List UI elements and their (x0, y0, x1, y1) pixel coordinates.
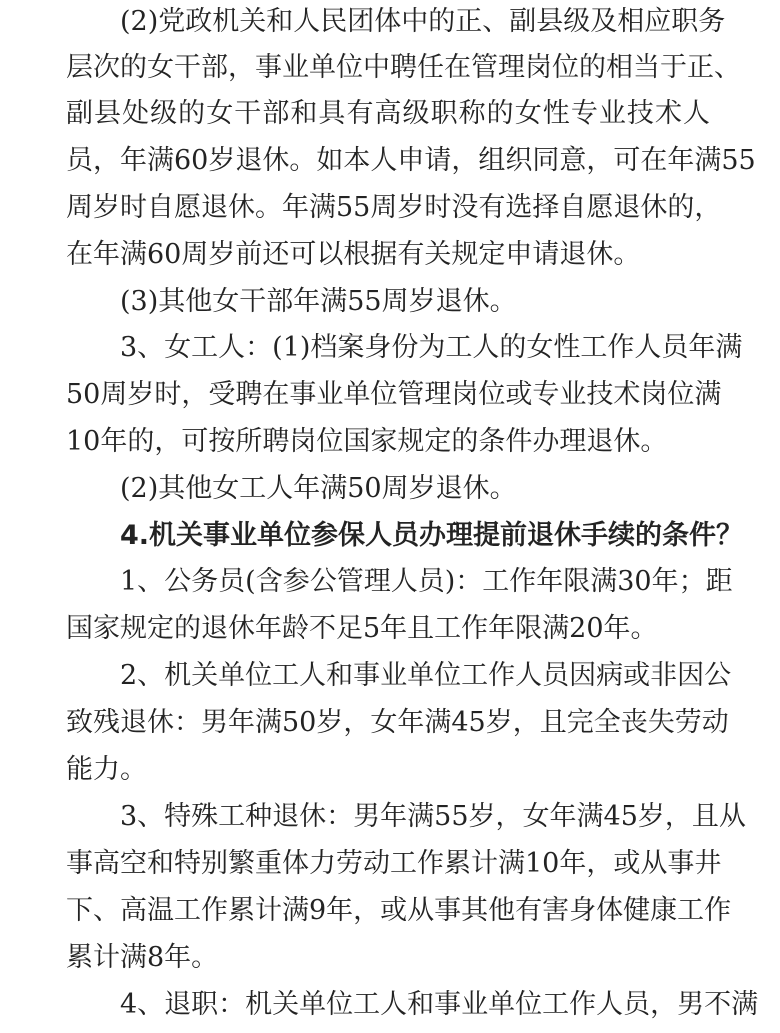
section-heading: 4.机关事业单位参保人员办理提前退休手续的条件？ (120, 520, 744, 551)
text-line: 2、机关单位工人和事业单位工作人员因病或非因公 (120, 660, 732, 691)
text-line: 事高空和特别繁重体力劳动工作累计满10年，或从事井 (66, 848, 722, 879)
text-line: 3、女工人：(1)档案身份为工人的女性工作人员年满 (120, 332, 743, 363)
text-line: 能力。 (66, 754, 147, 785)
text-line: (3)其他女干部年满55周岁退休。 (120, 286, 517, 317)
text-line: 10年的，可按所聘岗位国家规定的条件办理退休。 (66, 426, 668, 457)
text-line: 在年满60周岁前还可以根据有关规定申请退休。 (66, 239, 641, 270)
text-line: 国家规定的退休年龄不足5年且工作年限满20年。 (66, 613, 658, 644)
text-line: 50周岁时，受聘在事业单位管理岗位或专业技术岗位满 (66, 379, 722, 410)
text-line: 下、高温工作累计满9年，或从事其他有害身体健康工作 (66, 895, 732, 926)
text-line: (2)其他女工人年满50周岁退休。 (120, 473, 517, 504)
text-line: 致残退休：男年满50岁，女年满45岁，且完全丧失劳动 (66, 707, 729, 738)
text-line: 1、公务员(含参公管理人员)：工作年限满30年；距 (120, 566, 733, 597)
text-line: 副县处级的女干部和具有高级职称的女性专业技术人 (66, 98, 710, 129)
text-line: 累计满8年。 (66, 942, 219, 973)
text-line: 周岁时自愿退休。年满55周岁时没有选择自愿退休的， (66, 192, 722, 223)
text-line: 层次的女干部，事业单位中聘任在管理岗位的相当于正、 (66, 52, 741, 83)
text-line: 4、退职：机关单位工人和事业单位工作人员，男不满 (120, 989, 759, 1020)
text-line: 3、特殊工种退休：男年满55岁，女年满45岁，且从 (120, 801, 746, 832)
text-line: (2)党政机关和人民团体中的正、副县级及相应职务 (120, 6, 726, 37)
text-line: 员，年满60岁退休。如本人申请，组织同意，可在年满55 (66, 145, 756, 176)
